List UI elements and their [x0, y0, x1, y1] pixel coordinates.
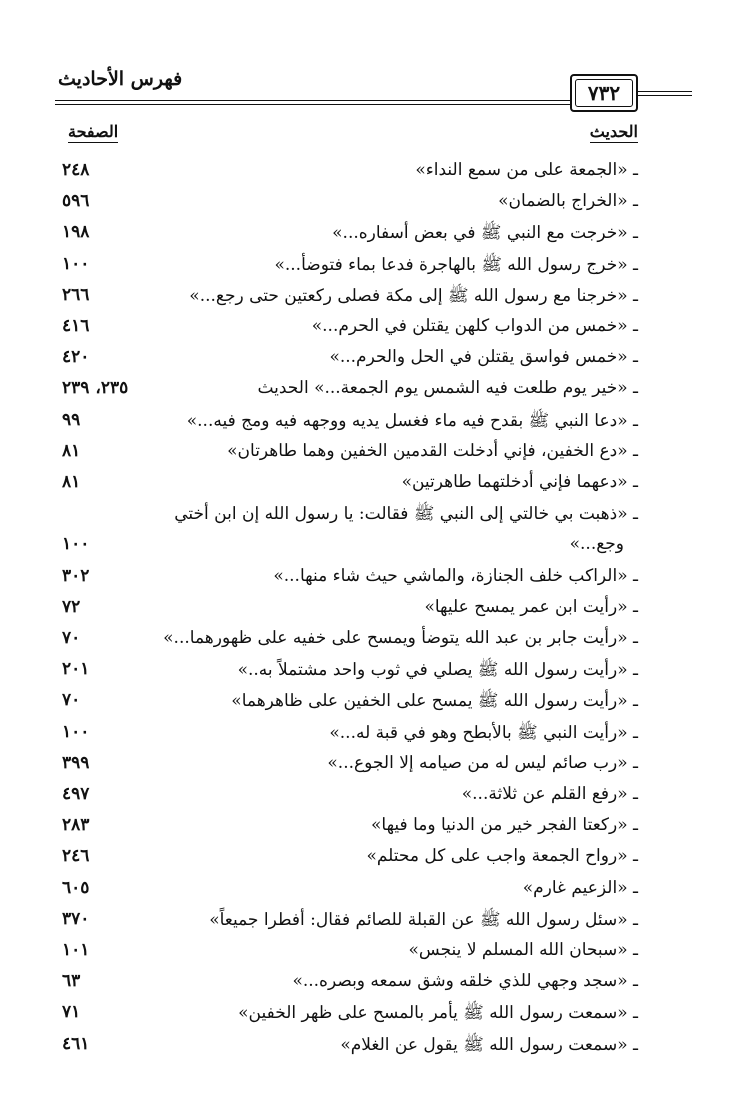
index-entry	[0, 940, 750, 971]
index-entry	[0, 441, 750, 472]
hadith-text: ـ «رأيت رسول الله ﷺ يصلي في ثوب واحد مشتملاً به..»	[237, 660, 638, 681]
hadith-text: ـ «سمعت رسول الله ﷺ يأمر بالمسح على ظهر الخفين»	[238, 1003, 638, 1024]
hadith-text: ـ «دعا النبي ﷺ بقدح فيه ماء فغسل يديه ووجهه فيه ومج فيه...»	[186, 410, 638, 431]
index-entry	[0, 285, 750, 316]
hadith-text: ـ «سبحان الله المسلم لا ينجس»	[408, 940, 638, 960]
hadith-text: ـ «رأيت رسول الله ﷺ يمسح على الخفين على ظاهرهما»	[231, 691, 638, 712]
index-entry	[0, 191, 750, 222]
index-entry	[0, 316, 750, 347]
page-header	[0, 0, 750, 120]
hadith-text: ـ «خمس من الدواب كلهن يقتلن في الحرم...»	[311, 316, 638, 336]
index-entry	[0, 410, 750, 441]
index-entry	[0, 784, 750, 815]
index-entry	[0, 971, 750, 1002]
header-rule	[55, 100, 570, 101]
page-reference: ٦٠٥	[62, 877, 90, 898]
page-reference: ٤١٦	[62, 316, 90, 336]
column-heading-hadith: الحديث	[589, 122, 638, 141]
hadith-text: ـ «الخراج بالضمان»	[498, 191, 638, 212]
page-reference: ٢٨٣	[62, 815, 90, 836]
index-entry	[0, 628, 750, 659]
hadith-text: ـ «خرج رسول الله ﷺ بالهاجرة فدعا بماء فتوضأ...»	[274, 254, 638, 275]
page-reference: ٢٠١	[62, 659, 90, 680]
hadith-text: ـ «ذهبت بي خالتي إلى النبي ﷺ فقالت: يا رسول الله إن ابن أختي	[174, 504, 638, 525]
page-reference: ٣٩٩	[62, 752, 90, 773]
hadith-text: ـ «الجمعة على من سمع النداء»	[415, 160, 638, 180]
index-entry	[0, 909, 750, 940]
page-reference: ٣٠٢	[62, 565, 90, 586]
page-reference: ١٠٠	[62, 253, 90, 274]
hadith-text: ـ «دعهما فإني أدخلتهما طاهرتين»	[401, 472, 638, 492]
hadith-text: ـ «خرجت مع النبي ﷺ في بعض أسفاره...»	[332, 223, 638, 244]
hadith-text: ـ «رب صائم ليس له من صيامه إلا الجوع...»	[327, 752, 638, 773]
hadith-text-continuation: وجع...»	[569, 534, 624, 555]
page-reference: ١٠٠	[62, 534, 90, 555]
header-rule	[636, 95, 692, 96]
hadith-text: ـ «دع الخفين، فإني أدخلت القدمين الخفين وهما طاهرتان»	[227, 440, 638, 461]
page-number: ٧٣٢	[575, 79, 633, 107]
index-entry	[0, 254, 750, 285]
index-entry	[0, 378, 750, 409]
page-reference: ٧٠	[62, 690, 81, 711]
page-reference: ٣٧٠	[62, 908, 90, 929]
index-entry	[0, 472, 750, 503]
index-entry	[0, 566, 750, 597]
page-reference: ٥٩٦	[62, 191, 90, 212]
page-reference: ٢٤٨	[62, 160, 90, 180]
page-reference: ٤٦١	[62, 1033, 90, 1054]
hadith-text: ـ «رأيت النبي ﷺ بالأبطح وهو في قبة له...»	[329, 722, 638, 743]
hadith-text: ـ «رأيت ابن عمر يمسح عليها»	[424, 596, 638, 617]
index-entry	[0, 160, 750, 191]
page-reference: ٢٤٦	[62, 846, 90, 867]
index-entry	[0, 1002, 750, 1033]
page-reference: ١٩٨	[62, 222, 90, 243]
hadith-text: ـ «خمس فواسق يقتلن في الحل والحرم...»	[329, 347, 638, 368]
page-reference: ٤٩٧	[62, 784, 90, 804]
index-entry	[0, 815, 750, 846]
index-entry	[0, 347, 750, 378]
page-reference: ٤٢٠	[62, 347, 90, 368]
index-entry	[0, 503, 750, 555]
hadith-text: ـ «رأيت جابر بن عبد الله يتوضأ ويمسح على خفيه على ظهورهما...»	[163, 628, 638, 648]
hadith-text: ـ «سئل رسول الله ﷺ عن القبلة للصائم فقال: أفطرا جميعاً»	[209, 909, 638, 930]
page-reference: ٧٠	[62, 628, 81, 648]
page-reference: ١٠١	[62, 940, 90, 960]
index-entry	[0, 722, 750, 753]
hadith-text: ـ «خير يوم طلعت فيه الشمس يوم الجمعة...» الحديث	[257, 378, 638, 399]
hadith-text: ـ «خرجنا مع رسول الله ﷺ إلى مكة فصلى ركعتين حتى رجع...»	[189, 285, 638, 306]
index-entry	[0, 753, 750, 784]
hadith-text: ـ «الراكب خلف الجنازة، والماشي حيث شاء منها...»	[273, 565, 638, 586]
page-reference: ١٠٠	[62, 721, 90, 742]
page-reference: ٩٩	[62, 409, 81, 430]
hadith-text: ـ «ركعتا الفجر خير من الدنيا وما فيها»	[371, 815, 638, 836]
header-rule	[636, 91, 692, 92]
hadith-text: ـ «رواح الجمعة واجب على كل محتلم»	[366, 846, 638, 867]
page-reference: ٨١	[62, 472, 81, 492]
page-reference: ٧١	[62, 1002, 81, 1023]
index-entry	[0, 1034, 750, 1065]
header-rule	[55, 104, 570, 105]
hadith-text: ـ «سجد وجهي للذي خلقه وشق سمعه وبصره...»	[292, 971, 638, 992]
page-reference: ٨١	[62, 440, 81, 461]
page-reference: ٦٣	[62, 971, 81, 992]
page-reference: ٢٦٦	[62, 284, 90, 305]
column-heading-page: الصفحة	[68, 122, 119, 141]
page-reference: ٧٢	[62, 596, 81, 617]
running-title: فهرس الأحاديث	[58, 68, 183, 90]
index-entry	[0, 846, 750, 877]
hadith-text: ـ «الزعيم غارم»	[522, 877, 638, 898]
index-entry	[0, 690, 750, 721]
page-reference: ٢٣٥، ٢٣٩	[62, 378, 129, 399]
hadith-text: ـ «سمعت رسول الله ﷺ يقول عن الغلام»	[340, 1034, 638, 1055]
index-entry	[0, 222, 750, 253]
index-entry	[0, 878, 750, 909]
hadith-text: ـ «رفع القلم عن ثلاثة...»	[461, 784, 638, 804]
index-entry	[0, 659, 750, 690]
index-entry	[0, 597, 750, 628]
page-number-box	[570, 74, 638, 112]
